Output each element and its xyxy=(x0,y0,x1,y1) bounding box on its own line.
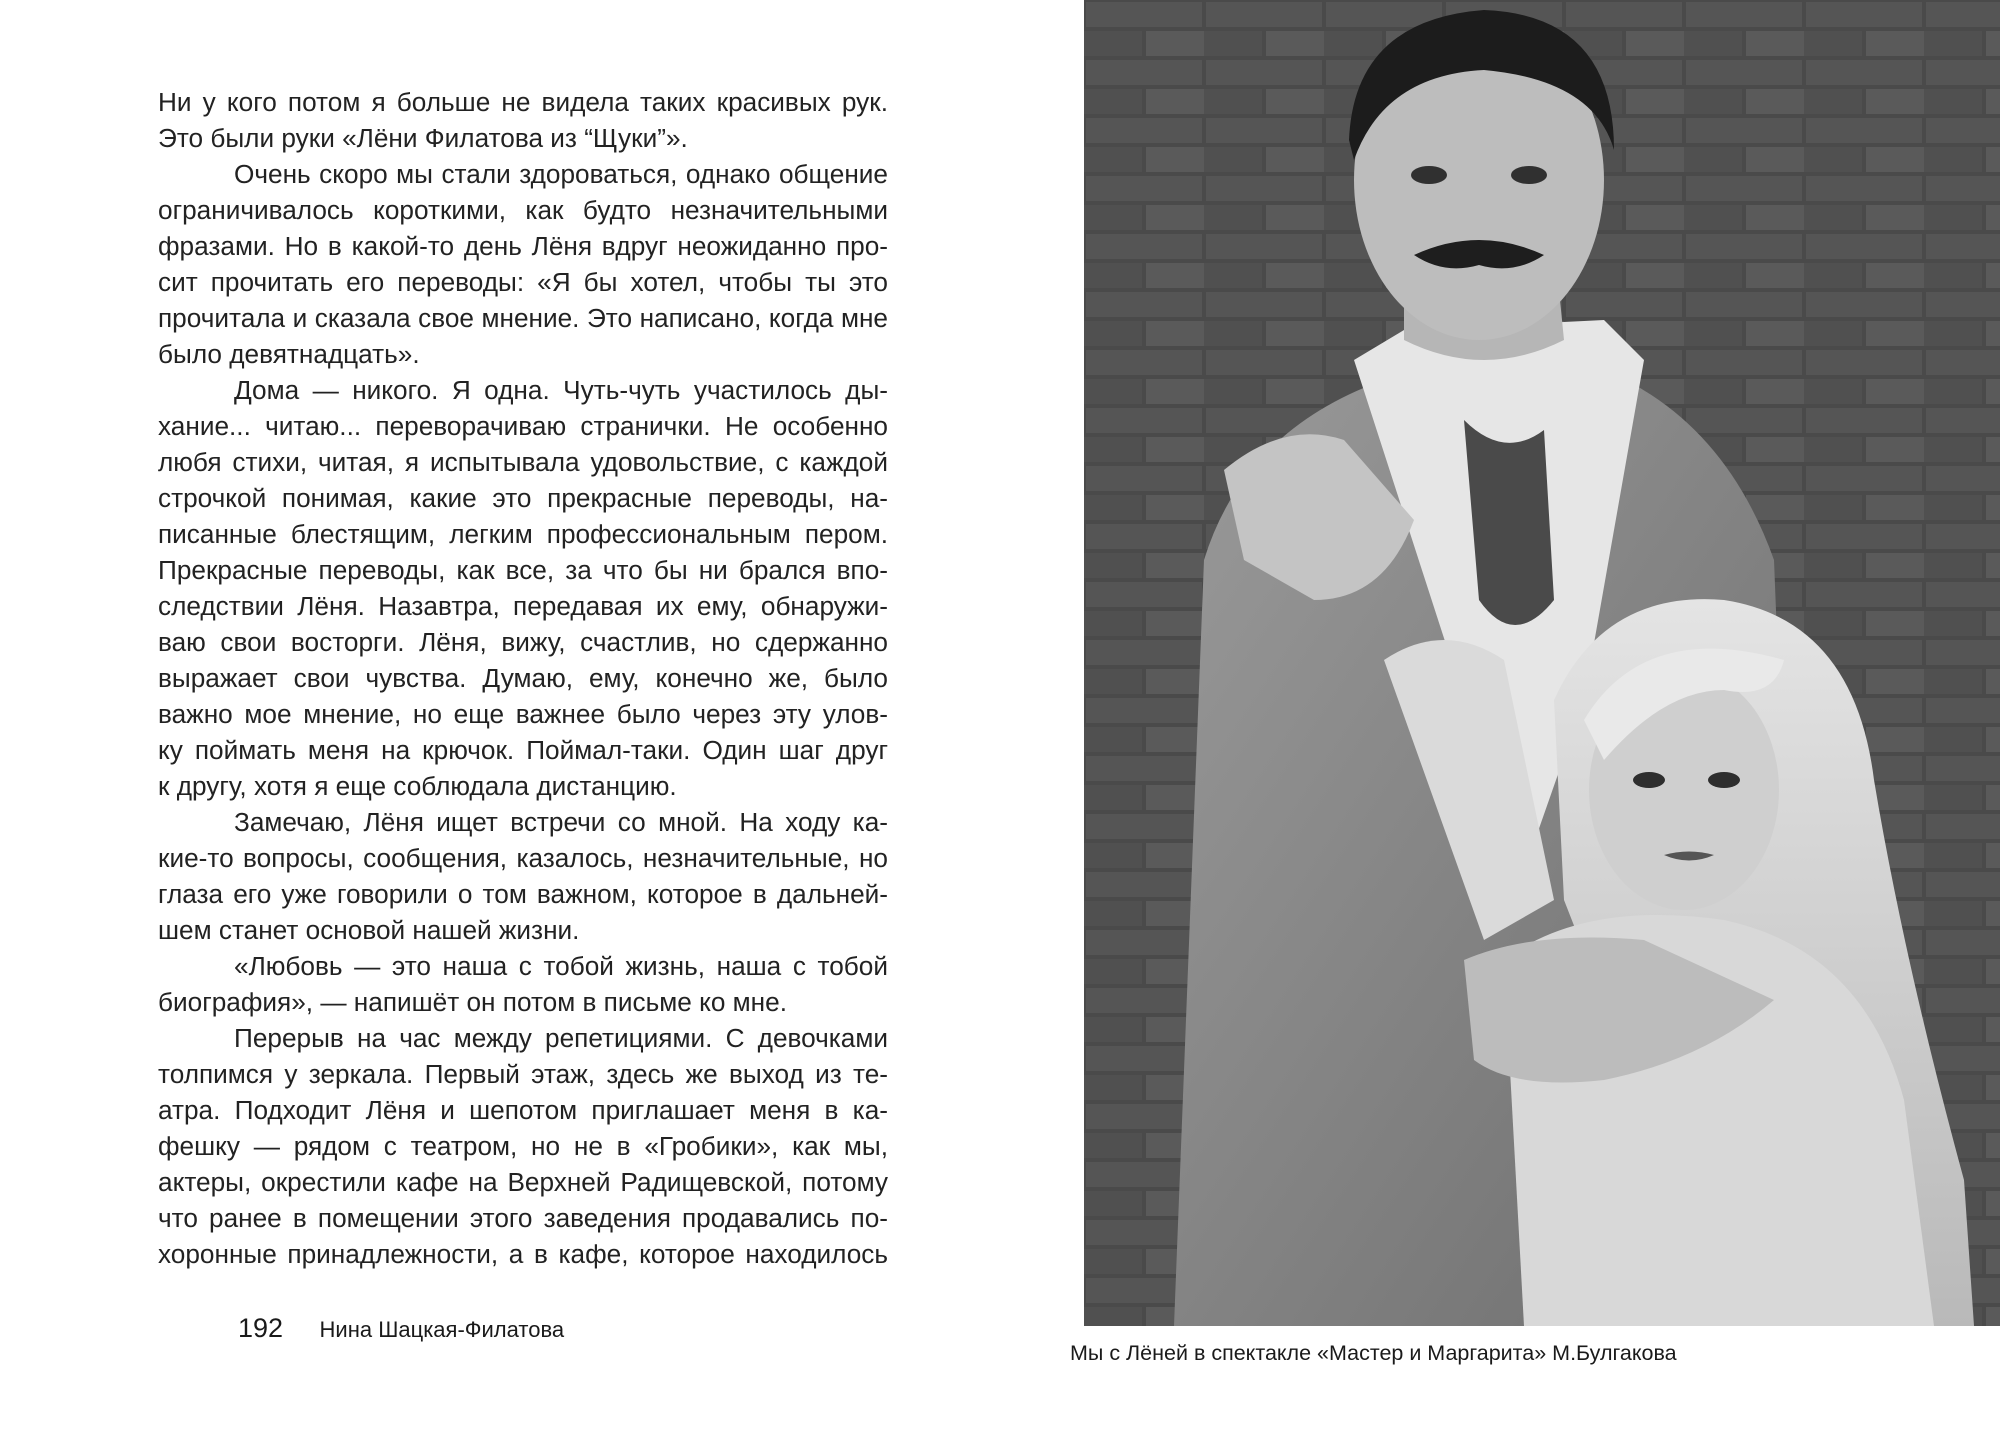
text-line: к другу, хотя я еще соблюдала дистанцию. xyxy=(158,771,677,801)
text-line: толпимся у зеркала. Первый этаж, здесь же выход из те- xyxy=(158,1059,888,1089)
text-line: ваю свои восторги. Лёня, вижу, счастлив, но сдержанно xyxy=(158,627,888,657)
text-line: строчкой понимая, какие это прекрасные переводы, на- xyxy=(158,483,888,513)
text-line: Это были руки «Лёни Филатова из “Щуки”». xyxy=(158,123,688,153)
text-line: писанные блестящим, легким профессиональным пером. xyxy=(158,519,888,549)
text-line: хоронные принадлежности, а в кафе, которое находилось xyxy=(158,1239,888,1269)
text-line: прочитала и сказала свое мнение. Это написано, когда мне xyxy=(158,303,888,333)
woman-eye-right xyxy=(1708,772,1740,788)
text-line: фешку — рядом с театром, но не в «Гробики», как мы, xyxy=(158,1131,888,1161)
text-line: любя стихи, читая, я испытывала удовольствие, с каждой xyxy=(158,447,888,477)
text-line: было девятнадцать». xyxy=(158,339,420,369)
text-line: следствии Лёня. Назавтра, передавая их ему, обнаружи- xyxy=(158,591,888,621)
right-page xyxy=(1070,0,2000,1455)
text-line: сит прочитать его переводы: «Я бы хотел, чтобы ты это xyxy=(158,267,888,297)
text-line: фразами. Но в какой-то день Лёня вдруг неожиданно про- xyxy=(158,231,888,261)
photo-illustration xyxy=(1084,0,2000,1326)
text-line: что ранее в помещении этого заведения продавались по- xyxy=(158,1203,888,1233)
text-line: выражает свои чувства. Думаю, ему, конечно же, было xyxy=(158,663,888,693)
text-line: Прекрасные переводы, как все, за что бы ни брался впо- xyxy=(158,555,888,585)
text-line: глаза его уже говорили о том важном, которое в дальней- xyxy=(158,879,888,909)
text-line: хание... читаю... переворачиваю странички. Не особенно xyxy=(158,411,888,441)
man-eye-left xyxy=(1411,166,1447,184)
text-line: биография», — напишёт он потом в письме ко мне. xyxy=(158,987,787,1017)
man-eye-right xyxy=(1511,166,1547,184)
text-line: ку поймать меня на крючок. Поймал-таки. Один шаг друг xyxy=(158,735,888,765)
text-line: кие-то вопросы, сообщения, казалось, незначительные, но xyxy=(158,843,888,873)
text-line: шем станет основой нашей жизни. xyxy=(158,915,580,945)
text-line: Очень скоро мы стали здороваться, однако общение xyxy=(234,159,888,189)
page-number: 192 xyxy=(238,1313,284,1343)
page-footer xyxy=(238,1313,564,1344)
text-line: актеры, окрестили кафе на Верхней Радищевской, потому xyxy=(158,1167,888,1197)
photo xyxy=(1084,0,2000,1326)
woman-eye-left xyxy=(1633,772,1665,788)
text-line: Дома — никого. Я одна. Чуть-чуть участилось ды- xyxy=(234,375,888,405)
running-footer-author: Нина Шацкая-Филатова xyxy=(319,1317,565,1342)
photo-caption: Мы с Лёней в спектакле «Мастер и Маргарита» М.Булгакова xyxy=(1070,1341,1677,1365)
text-line: Ни у кого потом я больше не видела таких красивых рук. xyxy=(158,87,888,117)
text-line: Перерыв на час между репетициями. С девочками xyxy=(234,1023,888,1053)
text-line: ограничивалось короткими, как будто незначительными xyxy=(158,195,888,225)
text-line: Замечаю, Лёня ищет встречи со мной. На ходу ка- xyxy=(234,807,888,837)
text-line: важно мое мнение, но еще важнее было через эту улов- xyxy=(158,699,888,729)
body-text xyxy=(158,84,888,1272)
text-line: «Любовь — это наша с тобой жизнь, наша с тобой xyxy=(234,951,888,981)
text-line: атра. Подходит Лёня и шепотом приглашает меня в ка- xyxy=(158,1095,888,1125)
